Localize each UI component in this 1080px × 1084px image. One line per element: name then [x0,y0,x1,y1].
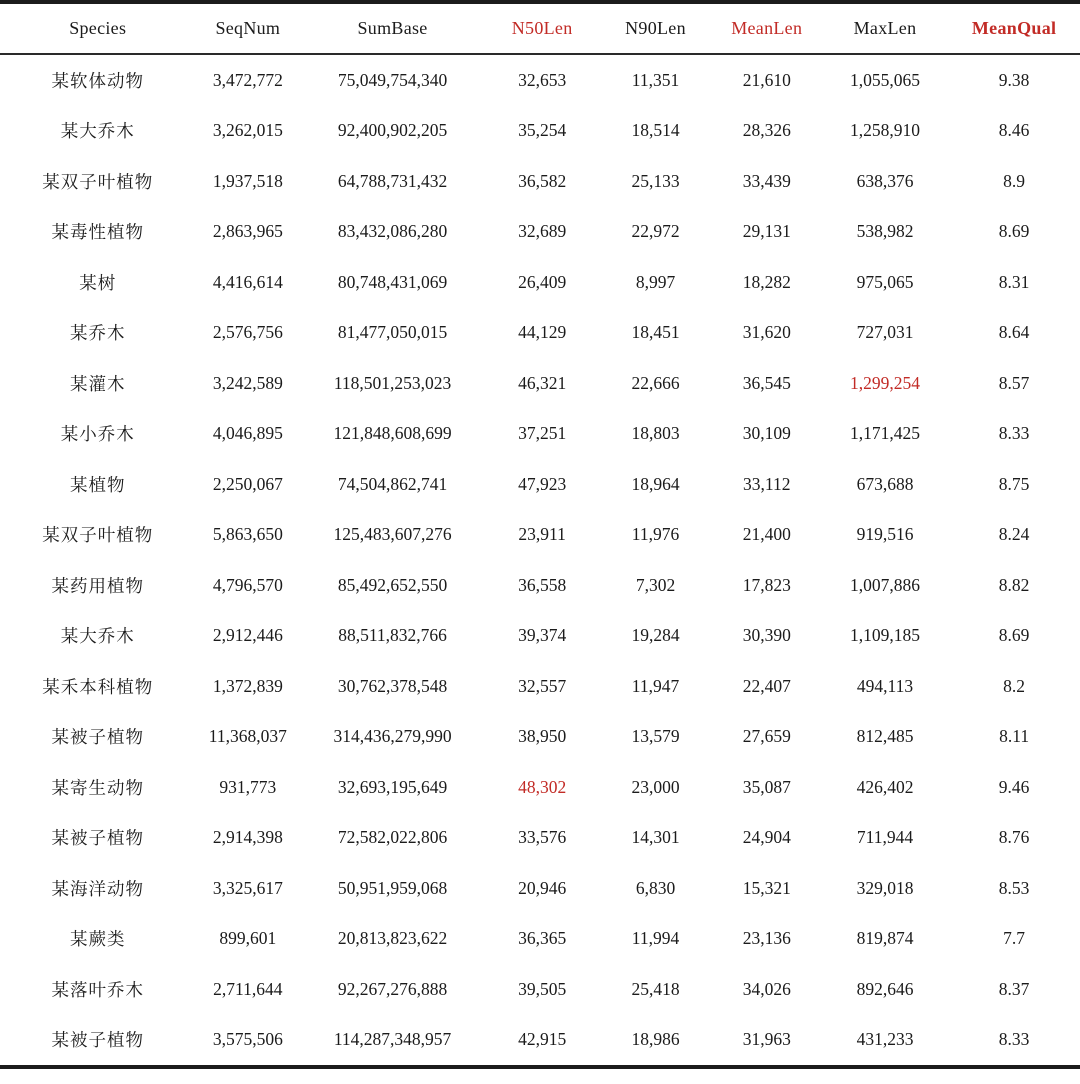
table-row [0,106,1080,157]
value-cell: 25,418 [631,978,680,999]
value-cell: 20,946 [518,877,567,898]
value-cell: 8,997 [635,271,676,292]
species-cell: 某灌木 [69,373,126,394]
table-row [0,863,1080,914]
value-cell: 8.75 [998,473,1030,494]
species-cell: 某双子叶植物 [42,525,154,546]
value-cell: 673,688 [856,473,914,494]
value-cell: 11,994 [631,928,680,949]
value-cell: 8.64 [998,322,1030,343]
species-cell: 某乔木 [69,323,126,344]
value-cell: 85,492,652,550 [337,574,448,595]
value-cell: 8.53 [998,877,1030,898]
value-cell: 2,576,756 [212,322,283,343]
value-cell: 11,976 [631,524,680,545]
value-cell: 35,254 [518,120,567,141]
value-cell: 32,689 [518,221,567,242]
value-cell: 7.7 [1003,928,1026,949]
value-cell: 72,582,022,806 [337,827,448,848]
value-cell: 75,049,754,340 [337,69,448,90]
value-cell: 11,351 [631,69,680,90]
value-cell: 32,557 [518,675,567,696]
value-cell: 3,325,617 [212,877,283,898]
table-row [0,54,1080,106]
value-cell: 64,788,731,432 [337,170,448,191]
table-row [0,207,1080,258]
value-cell: 31,620 [742,322,791,343]
value-cell: 812,485 [856,726,914,747]
column-header-n50len: N50Len [485,2,599,54]
value-cell: 6,830 [635,877,676,898]
value-cell: 8.33 [998,423,1030,444]
value-cell: 899,601 [219,928,277,949]
value-cell: 727,031 [856,322,914,343]
value-cell: 892,646 [856,978,914,999]
value-cell: 81,477,050,015 [337,322,448,343]
value-cell: 4,416,614 [212,271,283,292]
value-cell: 28,326 [742,120,791,141]
value-cell: 42,915 [518,1029,567,1050]
value-cell: 11,368,037 [208,726,287,747]
species-cell: 某海洋动物 [51,878,144,899]
value-cell: 426,402 [856,776,914,797]
table-body [0,54,1080,1067]
value-cell: 30,762,378,548 [337,675,448,696]
value-cell: 8.31 [998,271,1030,292]
column-header-species: Species [0,2,195,54]
value-cell: 13,579 [631,726,680,747]
value-cell: 24,904 [742,827,791,848]
value-cell: 33,112 [743,473,791,494]
value-cell: 2,912,446 [212,625,283,646]
column-header-seqnum: SeqNum [195,2,300,54]
value-cell: 21,400 [742,524,791,545]
value-cell: 36,545 [742,372,791,393]
species-cell: 某被子植物 [51,828,144,849]
value-cell: 39,374 [518,625,567,646]
table-row [0,661,1080,712]
value-cell: 22,972 [631,221,680,242]
value-cell: 819,874 [856,928,914,949]
value-cell: 30,109 [742,423,791,444]
value-cell: 8.33 [998,1029,1030,1050]
table-row [0,914,1080,965]
value-cell: 23,000 [631,776,680,797]
value-cell: 14,301 [631,827,680,848]
column-header-n90len: N90Len [599,2,711,54]
table-row [0,358,1080,409]
species-cell: 某药用植物 [51,575,144,596]
species-cell: 某被子植物 [51,1030,144,1051]
value-cell: 26,409 [518,271,567,292]
value-cell: 8.46 [998,120,1030,141]
table-row [0,459,1080,510]
value-cell: 18,986 [631,1029,680,1050]
value-cell: 32,653 [518,69,567,90]
value-cell: 44,129 [518,322,567,343]
value-cell: 92,267,276,888 [337,978,448,999]
value-cell: 1,299,254 [850,372,920,393]
value-cell: 538,982 [856,221,914,242]
value-cell: 431,233 [856,1029,914,1050]
value-cell: 38,950 [518,726,567,747]
value-cell: 8.69 [998,221,1030,242]
column-header-meanqual: MeanQual [948,2,1080,54]
species-cell: 某被子植物 [51,727,144,748]
value-cell: 8.76 [998,827,1030,848]
value-cell: 80,748,431,069 [337,271,448,292]
species-cell: 某大乔木 [60,626,135,647]
table-row [0,308,1080,359]
value-cell: 36,558 [518,574,567,595]
column-header-sumbase: SumBase [300,2,485,54]
value-cell: 35,087 [742,776,791,797]
value-cell: 931,773 [219,776,277,797]
value-cell: 9.46 [998,776,1030,797]
table-row [0,611,1080,662]
value-cell: 18,964 [631,473,680,494]
value-cell: 1,937,518 [212,170,283,191]
value-cell: 494,113 [856,675,914,696]
value-cell: 20,813,823,622 [337,928,448,949]
table-row [0,1015,1080,1068]
value-cell: 34,026 [742,978,791,999]
value-cell: 18,514 [631,120,680,141]
value-cell: 1,055,065 [850,69,920,90]
value-cell: 27,659 [742,726,791,747]
species-cell: 某双子叶植物 [42,171,154,192]
value-cell: 88,511,832,766 [338,625,447,646]
species-cell: 某落叶乔木 [51,979,144,1000]
value-cell: 8.37 [998,978,1030,999]
value-cell: 48,302 [518,776,567,797]
value-cell: 32,693,195,649 [337,776,448,797]
species-cell: 某树 [79,272,117,293]
value-cell: 8.9 [1003,170,1026,191]
value-cell: 36,582 [518,170,567,191]
value-cell: 19,284 [631,625,680,646]
value-cell: 11,947 [631,675,680,696]
species-cell: 某植物 [69,474,126,495]
value-cell: 50,951,959,068 [337,877,448,898]
species-cell: 某小乔木 [60,424,135,445]
value-cell: 25,133 [631,170,680,191]
value-cell: 30,390 [742,625,791,646]
value-cell: 22,407 [742,675,791,696]
value-cell: 47,923 [518,473,567,494]
value-cell: 1,258,910 [850,120,920,141]
value-cell: 1,372,839 [212,675,283,696]
value-cell: 37,251 [518,423,567,444]
value-cell: 8.69 [998,625,1030,646]
value-cell: 2,711,644 [213,978,283,999]
value-cell: 638,376 [856,170,914,191]
value-cell: 125,483,607,276 [333,524,452,545]
value-cell: 33,576 [518,827,567,848]
column-header-meanlen: MeanLen [712,2,822,54]
table-row [0,409,1080,460]
table-row [0,813,1080,864]
value-cell: 8.82 [998,574,1030,595]
species-cell: 某禾本科植物 [42,676,154,697]
value-cell: 919,516 [856,524,914,545]
value-cell: 711,944 [856,827,914,848]
value-cell: 1,007,886 [850,574,920,595]
value-cell: 4,796,570 [212,574,283,595]
table-row [0,510,1080,561]
value-cell: 29,131 [742,221,791,242]
value-cell: 3,472,772 [212,69,283,90]
species-cell: 某寄生动物 [51,777,144,798]
value-cell: 121,848,608,699 [333,423,452,444]
value-cell: 975,065 [856,271,914,292]
species-cell: 某蕨类 [69,929,126,950]
value-cell: 2,914,398 [212,827,283,848]
value-cell: 23,911 [518,524,566,545]
value-cell: 8.2 [1003,675,1026,696]
value-cell: 114,287,348,957 [333,1029,452,1050]
column-header-maxlen: MaxLen [822,2,948,54]
value-cell: 314,436,279,990 [333,726,452,747]
value-cell: 74,504,862,741 [337,473,448,494]
table-header-row [0,2,1080,54]
value-cell: 36,365 [518,928,567,949]
value-cell: 31,963 [742,1029,791,1050]
value-cell: 8.11 [999,726,1030,747]
table-row [0,762,1080,813]
species-cell: 某毒性植物 [51,222,144,243]
value-cell: 92,400,902,205 [337,120,448,141]
table-row [0,156,1080,207]
value-cell: 7,302 [635,574,676,595]
table-row [0,712,1080,763]
value-cell: 15,321 [742,877,791,898]
table-row [0,560,1080,611]
value-cell: 2,250,067 [212,473,283,494]
species-cell: 某大乔木 [60,121,135,142]
value-cell: 23,136 [742,928,791,949]
value-cell: 9.38 [998,69,1030,90]
value-cell: 33,439 [742,170,791,191]
value-cell: 18,451 [631,322,680,343]
value-cell: 1,109,185 [850,625,920,646]
value-cell: 18,282 [742,271,791,292]
value-cell: 2,863,965 [212,221,283,242]
value-cell: 3,575,506 [212,1029,283,1050]
value-cell: 8.24 [998,524,1030,545]
value-cell: 1,171,425 [850,423,920,444]
value-cell: 3,262,015 [212,120,283,141]
value-cell: 5,863,650 [212,524,283,545]
value-cell: 22,666 [631,372,680,393]
value-cell: 21,610 [742,69,791,90]
species-cell: 某软体动物 [51,70,144,91]
value-cell: 83,432,086,280 [337,221,448,242]
value-cell: 17,823 [742,574,791,595]
value-cell: 118,501,253,023 [333,372,452,393]
value-cell: 329,018 [856,877,914,898]
table-row [0,257,1080,308]
value-cell: 46,321 [518,372,567,393]
table-row [0,964,1080,1015]
value-cell: 8.57 [998,372,1030,393]
value-cell: 3,242,589 [212,372,283,393]
value-cell: 4,046,895 [212,423,283,444]
value-cell: 39,505 [518,978,567,999]
value-cell: 18,803 [631,423,680,444]
